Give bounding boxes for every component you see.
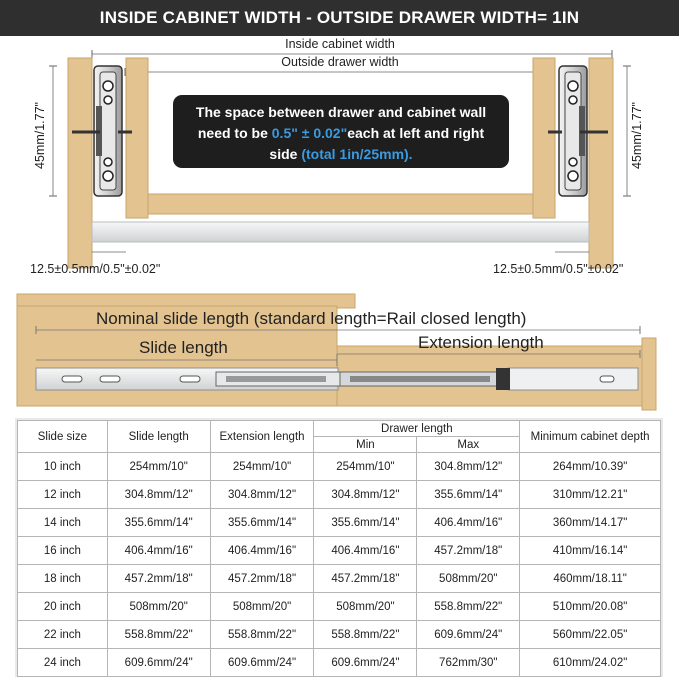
- header-min: Min: [314, 437, 417, 453]
- note-line-2-prefix: need to be: [197, 125, 272, 141]
- cell-max: 355.6mm/14": [417, 481, 520, 509]
- cell-min: 355.6mm/14": [314, 509, 417, 537]
- cell-min: 609.6mm/24": [314, 649, 417, 677]
- cell-min: 254mm/10": [314, 453, 417, 481]
- cell-extension: 406.4mm/16": [210, 537, 314, 565]
- height-label-left: 45mm/1.77": [33, 102, 47, 170]
- cell-size: 16 inch: [18, 537, 108, 565]
- table-row: [18, 565, 661, 593]
- cell-slide: 609.6mm/24": [107, 649, 210, 677]
- table-row: [18, 509, 661, 537]
- note-line-1: The space between drawer and cabinet wall: [195, 104, 487, 120]
- cell-depth: 510mm/20.08": [520, 593, 661, 621]
- header-extension-length: Extension length: [210, 421, 314, 453]
- cell-max: 508mm/20": [417, 565, 520, 593]
- cell-max: 762mm/30": [417, 649, 520, 677]
- cell-slide: 254mm/10": [107, 453, 210, 481]
- cell-min: 457.2mm/18": [314, 565, 417, 593]
- slide-spec-table: [17, 420, 661, 677]
- table-row: [18, 537, 661, 565]
- header-max: Max: [417, 437, 520, 453]
- table-row: [18, 453, 661, 481]
- cell-size: 12 inch: [18, 481, 108, 509]
- cell-depth: 460mm/18.11": [520, 565, 661, 593]
- table-row: [18, 649, 661, 677]
- slide-length-diagram: [0, 288, 679, 418]
- cell-max: 304.8mm/12": [417, 453, 520, 481]
- note-line-3: [173, 144, 509, 165]
- inside-cabinet-width-label: Inside cabinet width: [285, 37, 395, 51]
- header-cabinet-depth: Minimum cabinet depth: [520, 421, 661, 453]
- nominal-slide-length-label: Nominal slide length (standard length=Rail closed length): [96, 309, 527, 328]
- cell-depth: 560mm/22.05": [520, 621, 661, 649]
- cell-depth: 610mm/24.02": [520, 649, 661, 677]
- cell-size: 18 inch: [18, 565, 108, 593]
- cell-size: 22 inch: [18, 621, 108, 649]
- note-highlight-total: (total 1in/25mm).: [301, 146, 413, 162]
- cell-extension: 355.6mm/14": [210, 509, 314, 537]
- cell-depth: 360mm/14.17": [520, 509, 661, 537]
- note-highlight-tolerance: 0.5" ± 0.02": [271, 125, 348, 141]
- slide-drawing: [0, 288, 679, 418]
- cell-slide: 304.8mm/12": [107, 481, 210, 509]
- cell-depth: 410mm/16.14": [520, 537, 661, 565]
- cell-min: 406.4mm/16": [314, 537, 417, 565]
- cell-extension: 254mm/10": [210, 453, 314, 481]
- cell-extension: 457.2mm/18": [210, 565, 314, 593]
- cell-slide: 406.4mm/16": [107, 537, 210, 565]
- cell-slide: 508mm/20": [107, 593, 210, 621]
- note-line-3-prefix: side: [269, 146, 302, 162]
- page-title: INSIDE CABINET WIDTH - OUTSIDE DRAWER WIDTH= 1IN: [0, 0, 679, 36]
- cell-extension: 508mm/20": [210, 593, 314, 621]
- gap-label-right: 12.5±0.5mm/0.5"±0.02": [493, 262, 624, 276]
- note-line-2-suffix: each at left and right: [347, 125, 485, 141]
- spacing-note-callout: [173, 95, 509, 168]
- cell-extension: 304.8mm/12": [210, 481, 314, 509]
- header-slide-length: Slide length: [107, 421, 210, 453]
- height-label-right: 45mm/1.77": [630, 102, 644, 170]
- cell-max: 406.4mm/16": [417, 509, 520, 537]
- cell-depth: 264mm/10.39": [520, 453, 661, 481]
- cell-extension: 558.8mm/22": [210, 621, 314, 649]
- cell-depth: 310mm/12.21": [520, 481, 661, 509]
- gap-label-left: 12.5±0.5mm/0.5"±0.02": [30, 262, 161, 276]
- table-row: [18, 481, 661, 509]
- cell-min: 304.8mm/12": [314, 481, 417, 509]
- cell-max: 558.8mm/22": [417, 593, 520, 621]
- extension-length-label: Extension length: [418, 333, 544, 352]
- outside-drawer-width-label: Outside drawer width: [281, 55, 399, 69]
- note-line-2: [173, 123, 509, 144]
- cell-max: 609.6mm/24": [417, 621, 520, 649]
- cell-min: 558.8mm/22": [314, 621, 417, 649]
- cell-extension: 609.6mm/24": [210, 649, 314, 677]
- slide-length-label: Slide length: [139, 338, 228, 357]
- table-row: [18, 621, 661, 649]
- header-slide-size: Slide size: [18, 421, 108, 453]
- cell-max: 457.2mm/18": [417, 537, 520, 565]
- slide-rail-icon: [36, 368, 638, 390]
- cell-slide: 355.6mm/14": [107, 509, 210, 537]
- cell-size: 20 inch: [18, 593, 108, 621]
- cell-size: 24 inch: [18, 649, 108, 677]
- header-drawer-length: Drawer length: [314, 421, 520, 437]
- cell-size: 10 inch: [18, 453, 108, 481]
- cell-min: 508mm/20": [314, 593, 417, 621]
- cell-size: 14 inch: [18, 509, 108, 537]
- cell-slide: 457.2mm/18": [107, 565, 210, 593]
- table-row: [18, 593, 661, 621]
- cell-slide: 558.8mm/22": [107, 621, 210, 649]
